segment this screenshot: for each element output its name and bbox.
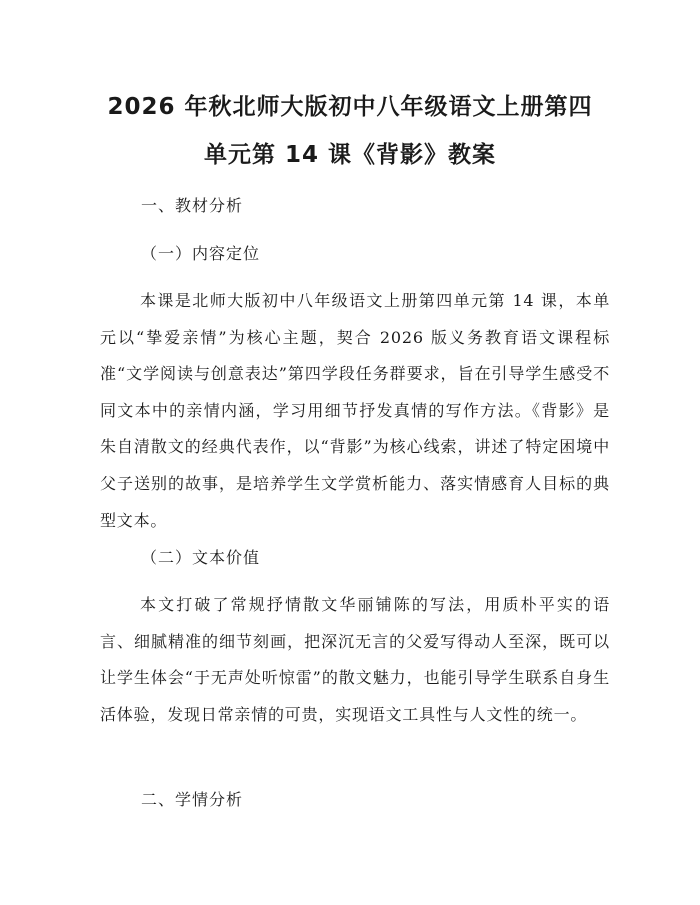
subsection-heading-content-positioning: （一）内容定位 xyxy=(141,244,261,263)
section-heading-textbook-analysis: 一、教材分析 xyxy=(141,196,244,215)
document-title-line-2: 单元第 14 课《背影》教案 xyxy=(203,142,497,168)
paragraph-content-positioning: 本课是北师大版初中八年级语文上册第四单元第 14 课，本单元以“挚爱亲情”为核心主题，契合 2026 版义务教育语文课程标准“文学阅读与创意表达”第四学段任务群要求，旨在引导学生感受不同文本中的亲情内涵，学习用细节抒发真情的写作方法。《背影》是朱自清散文的经典代表作，以“背影”为核心线索，讲述了特定困境中父子送别的故事，是培养学生文学赏析能力、落实情感育人目标的典型文本。 xyxy=(100,291,610,530)
document-title-line-1: 2026 年秋北师大版初中八年级语文上册第四 xyxy=(107,94,593,120)
subsection-heading-text-value: （二）文本价值 xyxy=(141,548,261,567)
paragraph-text-value: 本文打破了常规抒情散文华丽铺陈的写法，用质朴平实的语言、细腻精准的细节刻画，把深沉无言的父爱写得动人至深，既可以让学生体会“于无声处听惊雷”的散文魅力，也能引导学生联系自身生活体验，发现日常亲情的可贵，实现语文工具性与人文性的统一。 xyxy=(100,595,610,724)
section-heading-student-analysis: 二、学情分析 xyxy=(141,790,244,809)
